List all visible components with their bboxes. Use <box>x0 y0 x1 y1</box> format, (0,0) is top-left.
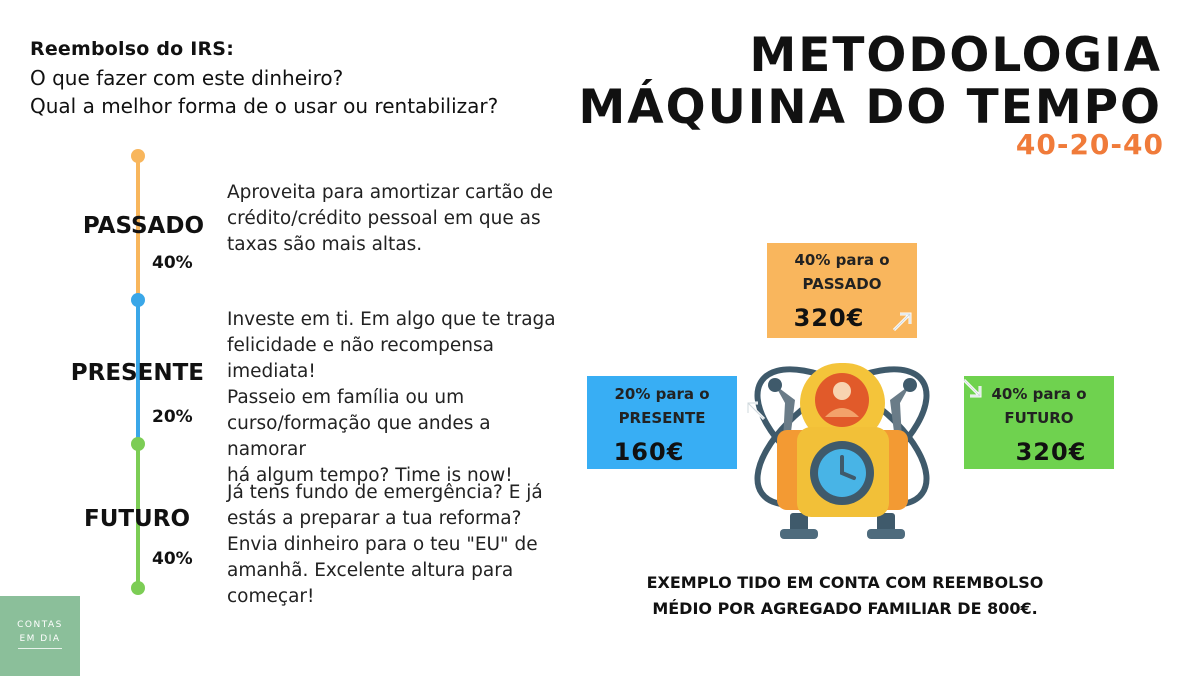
timeline-desc-presente <box>227 307 572 489</box>
desc-line: Já tens fundo de emergência? E já <box>227 482 543 503</box>
arrow-to-futuro-icon <box>960 376 988 404</box>
timeline-dot-presente-futuro <box>131 437 145 451</box>
box-futuro-line1: 40% para o <box>991 385 1087 403</box>
timeline-desc-futuro <box>227 480 572 610</box>
arrow-to-passado-icon <box>888 306 916 334</box>
example-line-1: EXEMPLO TIDO EM CONTA COM REEMBOLSO <box>646 573 1044 592</box>
example-line-2: MÉDIO POR AGREGADO FAMILIAR DE 800€. <box>652 599 1038 618</box>
timeline-desc-passado <box>227 180 572 258</box>
desc-line: taxas são mais altas. <box>227 234 423 255</box>
desc-line: Aproveita para amortizar cartão de <box>227 182 553 203</box>
timeline-dot-end <box>131 581 145 595</box>
box-presente-line2: PRESENTE <box>618 409 706 427</box>
pilot-head <box>833 382 851 400</box>
desc-line: há algum tempo? Time is now! <box>227 465 513 486</box>
foot-left <box>780 529 818 539</box>
arrow-to-presente-icon <box>740 395 768 423</box>
desc-line: Investe em ti. Em algo que te traga <box>227 309 556 330</box>
box-passado-amount: 320€ <box>793 304 865 332</box>
box-presente <box>587 376 737 469</box>
intro-question-2: Qual a melhor forma de o usar ou rentabilizar? <box>30 94 499 118</box>
box-passado-line2: PASSADO <box>802 275 882 293</box>
desc-line: Envia dinheiro para o teu "EU" de <box>227 534 538 555</box>
timeline-percent-passado: 40% <box>152 253 193 273</box>
foot-right <box>867 529 905 539</box>
desc-line: Passeio em família ou um <box>227 387 465 408</box>
logo-text-line-1: CONTAS <box>17 620 63 630</box>
timeline-label-futuro: FUTURO <box>83 506 190 532</box>
intro-question-1: O que fazer com este dinheiro? <box>30 66 344 90</box>
desc-line: estás a preparar a tua reforma? <box>227 508 522 529</box>
timeline-percent-futuro: 40% <box>152 549 193 569</box>
box-futuro-line2: FUTURO <box>1004 409 1074 427</box>
main-title-line-2: MÁQUINA DO TEMPO <box>578 80 1162 135</box>
box-passado-line1: 40% para o <box>794 251 890 269</box>
time-machine-illustration <box>735 345 950 545</box>
timeline-label-presente: PRESENTE <box>70 360 204 386</box>
desc-line: felicidade e não recompensa imediata! <box>227 335 495 382</box>
timeline-label-passado: PASSADO <box>82 213 204 239</box>
desc-line: amanhã. Excelente altura para <box>227 560 514 581</box>
logo-underline <box>18 648 62 649</box>
intro-title: Reembolso do IRS: <box>30 38 234 60</box>
timeline-dot-passado-presente <box>131 293 145 307</box>
box-presente-line1: 20% para o <box>614 385 710 403</box>
main-title <box>542 30 1162 134</box>
desc-line: crédito/crédito pessoal em que as <box>227 208 541 229</box>
desc-line: curso/formação que andes a namorar <box>227 413 491 460</box>
main-title-line-1: METODOLOGIA <box>749 28 1162 83</box>
box-presente-amount: 160€ <box>613 438 685 466</box>
box-futuro-amount: 320€ <box>1015 438 1087 466</box>
logo-text-line-2: EM DIA <box>19 634 61 644</box>
subtitle-ratio: 40-20-40 <box>1015 128 1164 161</box>
timeline-percent-presente: 20% <box>152 407 193 427</box>
example-note <box>600 570 1090 622</box>
timeline-dot-start <box>131 149 145 163</box>
antenna-left-tip <box>768 378 782 392</box>
desc-line: começar! <box>227 586 315 607</box>
antenna-right-tip <box>903 378 917 392</box>
